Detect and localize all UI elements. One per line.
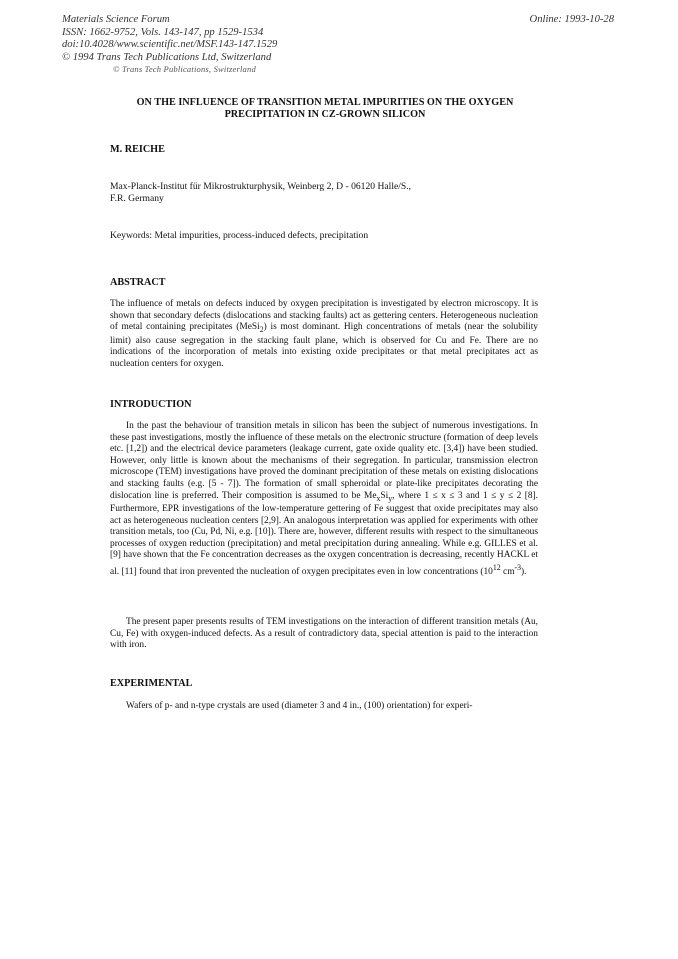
abstract-text-part: ) is most dominant. High concentrations of metals (near the solubility limit) also cause segregation in the stacking fault plane, which is observed for Cu and Fe. There are no indications of the incorporation of metals into existing oxide precipitates or that metal precipitates act as nucleation centers for oxygen. xyxy=(110,322,538,369)
subscript: y xyxy=(388,493,393,503)
abstract-text xyxy=(110,299,538,370)
intro-paragraph-1 xyxy=(110,421,538,579)
affiliation-line: Max-Planck-Institut für Mikrostrukturphysik, Weinberg 2, D - 06120 Halle/S., xyxy=(110,181,412,192)
paper-title: ON THE INFLUENCE OF TRANSITION METAL IMPURITIES ON THE OXYGEN PRECIPITATION IN CZ-GROWN SILICON xyxy=(136,97,514,120)
journal-name: Materials Science Forum xyxy=(62,14,170,25)
abstract-text-part: The influence of metals on defects induced by oxygen precipitation is investigated by electron microscopy. It is shown that secondary defects (dislocations and stacking faults) act as gettering centers. Heterogeneous nucleation of metal containing precipitates (MeSi xyxy=(110,299,538,333)
author-name: M. REICHE xyxy=(110,144,165,155)
intro-text-part: Si xyxy=(380,490,389,501)
superscript: 12 xyxy=(492,563,501,572)
online-date: Online: 1993-10-28 xyxy=(529,14,614,25)
introduction-heading: INTRODUCTION xyxy=(110,399,192,410)
journal-header xyxy=(62,14,277,64)
experimental-paragraph: Wafers of p- and n-type crystals are used (diameter 3 and 4 in., (100) orientation) for experi- xyxy=(126,701,473,711)
subscript: 2 xyxy=(259,325,264,335)
issn-line: ISSN: 1662-9752, Vols. 143-147, pp 1529-1534 xyxy=(62,26,264,38)
intro-text-part: ). xyxy=(521,567,527,578)
copyright-line: © 1994 Trans Tech Publications Ltd, Switzerland xyxy=(62,51,272,63)
intro-paragraph-2: The present paper presents results of TEM investigations on the interaction of different transition metals (Au, Cu, Fe) with oxygen-induced defects. As a result of contradictory data, special attention is paid to the interaction with iron. xyxy=(110,617,538,651)
abstract-heading: ABSTRACT xyxy=(110,277,166,288)
intro-text-part: , where 1 ≤ x ≤ 3 and 1 ≤ y ≤ 2 [8]. Furthermore, EPR investigations of the low-temperature gettering of Fe suggest that oxide precipitates may also act as heterogeneous nucleation centers [2,9]. An analogous interpretation was applied for experiments with other transition metals, too (Cu, Pd, Ni, e.g. [10]). There are, however, different results with respect to the simultaneous processes of oxygen reduction (precipitation) and metal precipitation during annealing. While e.g. GILLES et al. [9] have shown that the Fe concentration decreases as the oxygen concentration is decreasing, recently HACKL et al. [11] found that iron prevented the nucleation of oxygen precipitates even in low concentrations (10 xyxy=(110,490,538,578)
intro-text-part: In the past the behaviour of transition metals in silicon has been the subject of numerous investigations. In these past investigations, mostly the influence of these metals on the electronic structure (formation of deep levels etc. [1,2]) and the electrical device parameters (leakage current, gate oxide quality etc. [3,4]) have been studied. However, only little is known about the mechanisms of their segregation. In particular, transmission electron microscope (TEM) investigations have proved the dominant precipitation of these metals on existing dislocations and stacking faults (e.g. [5 - 7]). The formation of small spheroidal or plate-like precipitates decorating the dislocation line is preferred. Their composition is assumed to be Me xyxy=(110,421,538,501)
affiliation-country: F.R. Germany xyxy=(110,193,164,205)
superscript: -3 xyxy=(514,563,522,572)
affiliation xyxy=(110,181,540,205)
keywords: Keywords: Metal impurities, process-induced defects, precipitation xyxy=(110,230,369,241)
subscript: x xyxy=(376,493,381,503)
faded-copyright: © Trans Tech Publications, Switzerland xyxy=(113,64,256,74)
experimental-heading: EXPERIMENTAL xyxy=(110,678,193,689)
doi-line: doi:10.4028/www.scientific.net/MSF.143-147.1529 xyxy=(62,39,278,51)
intro-text-part: cm xyxy=(500,567,515,578)
